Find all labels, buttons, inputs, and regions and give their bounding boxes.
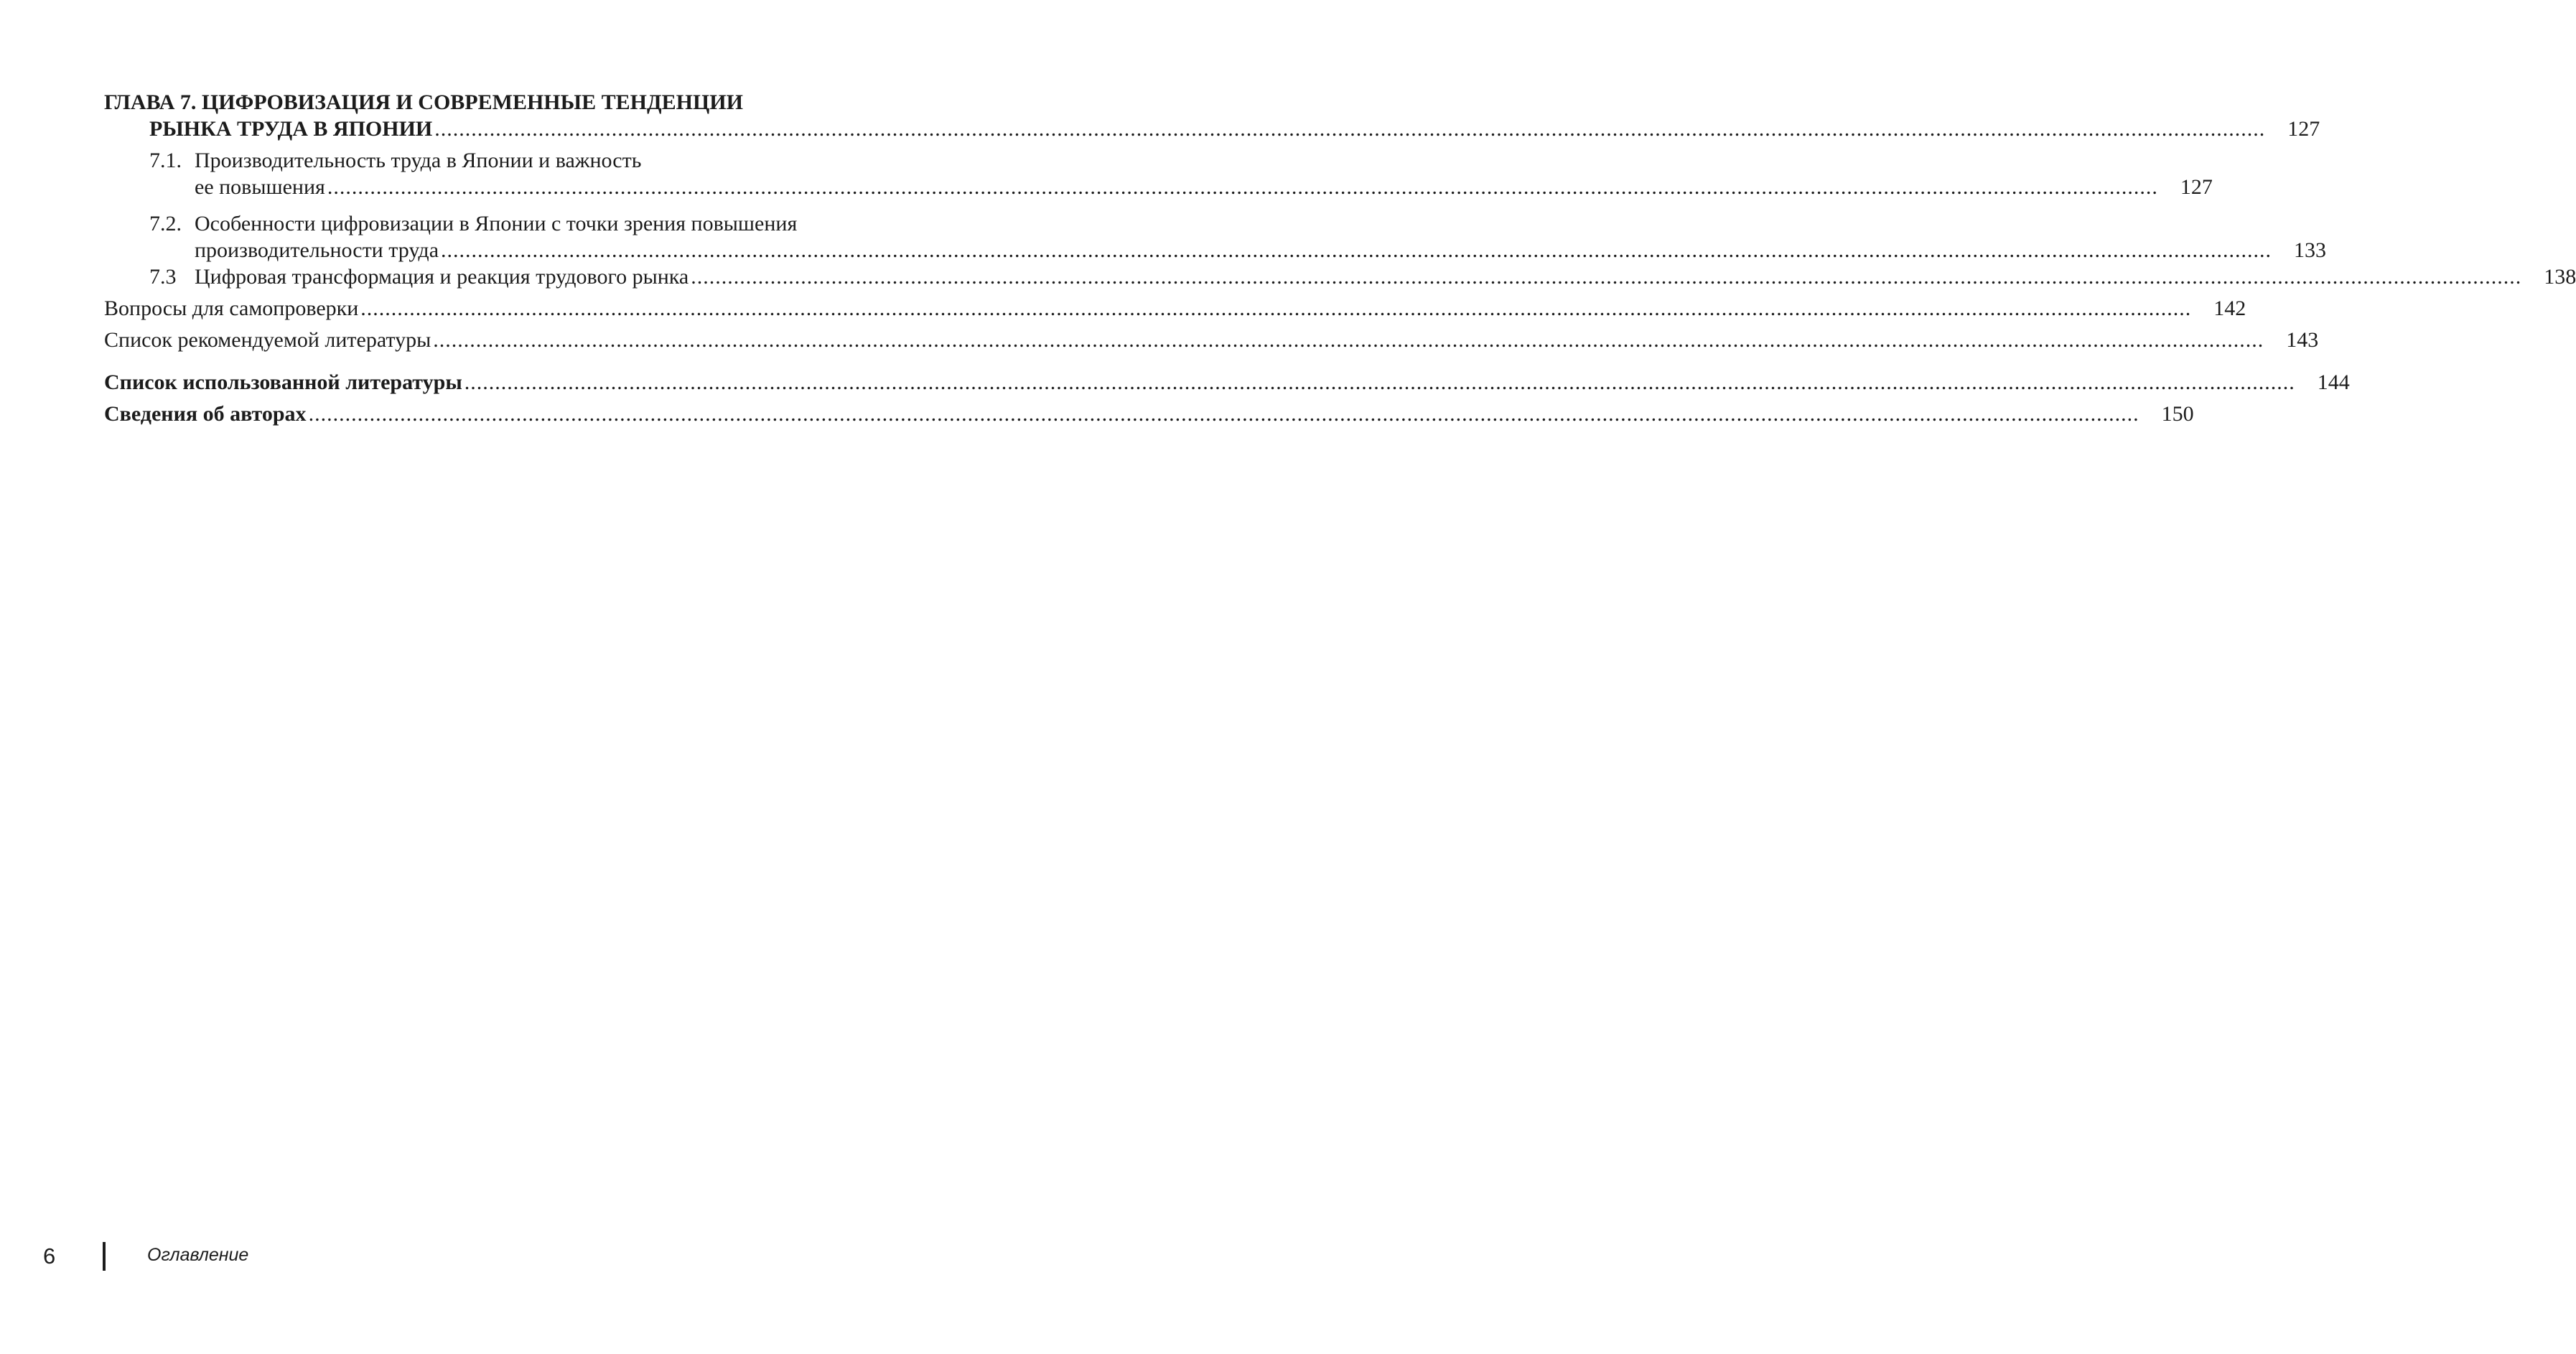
used-literature-label: Список использованной литературы — [104, 370, 462, 394]
authors-page: 150 — [2161, 402, 2194, 426]
section-7-1-number: 7.1. — [149, 149, 182, 172]
chapter-7-page: 127 — [2287, 117, 2320, 141]
section-7-1-title-1: Производительность труда в Японии и важность — [195, 149, 642, 172]
chapter-7-title-line2[interactable] — [104, 116, 2320, 142]
section-7-2-title-2: производительности труда — [195, 238, 439, 262]
footer-divider — [103, 1242, 106, 1271]
section-7-3-page: 138 — [2544, 265, 2576, 289]
running-title: Оглавление — [147, 1245, 249, 1265]
chapter-7-title-text-1: ГЛАВА 7. ЦИФРОВИЗАЦИЯ И СОВРЕМЕННЫЕ ТЕНДЕНЦИИ — [104, 90, 743, 114]
leader-dots: ............................................................................................................................................................................................................................................................................................................ — [327, 175, 2158, 199]
leader-dots: ............................................................................................................................................................................................................................................................................................................ — [691, 265, 2522, 289]
leader-dots: ............................................................................................................................................................................................................................................................................................................ — [308, 402, 2139, 426]
chapter-7-title-text-2: РЫНКА ТРУДА В ЯПОНИИ — [149, 117, 433, 141]
questions-page: 142 — [2213, 297, 2246, 320]
page-number: 6 — [43, 1243, 56, 1269]
questions-entry[interactable] — [104, 295, 2246, 322]
questions-label: Вопросы для самопроверки — [104, 297, 359, 320]
section-7-3-number: 7.3 — [104, 263, 195, 290]
section-7-1-line1[interactable] — [104, 147, 838, 174]
recommended-literature-page: 143 — [2286, 328, 2319, 352]
section-7-3-title: Цифровая трансформация и реакция трудового рынка — [195, 265, 689, 289]
leader-dots: ............................................................................................................................................................................................................................................................................................................ — [360, 297, 2192, 320]
section-7-1-page: 127 — [2180, 175, 2213, 199]
section-7-2-number: 7.2. — [149, 212, 182, 235]
leader-dots: ............................................................................................................................................................................................................................................................................................................ — [433, 328, 2264, 352]
leader-dots: ............................................................................................................................................................................................................................................................................................................ — [441, 238, 2272, 262]
used-literature-page: 144 — [2317, 370, 2350, 394]
page-footer — [0, 1242, 968, 1271]
used-literature-entry[interactable] — [104, 369, 2350, 396]
section-7-1-title-2: ее повышения — [195, 175, 325, 199]
recommended-literature-entry[interactable] — [104, 327, 2319, 353]
leader-dots: ............................................................................................................................................................................................................................................................................................................ — [464, 370, 2295, 394]
section-7-3-line[interactable] — [104, 263, 2576, 290]
section-7-2-page: 133 — [2294, 238, 2327, 262]
authors-label: Сведения об авторах — [104, 402, 307, 426]
table-of-contents — [104, 89, 2576, 427]
section-7-2-title-1: Особенности цифровизации в Японии с точки зрения повышения — [195, 212, 798, 235]
chapter-7-title-line1[interactable] — [104, 89, 838, 116]
section-7-2-line2[interactable] — [104, 237, 2327, 263]
recommended-literature-label: Список рекомендуемой литературы — [104, 328, 431, 352]
section-7-1-line2[interactable] — [104, 174, 2213, 200]
section-7-2-line1[interactable] — [104, 210, 838, 237]
authors-entry[interactable] — [104, 401, 2194, 427]
leader-dots: ............................................................................................................................................................................................................................................................................................................ — [434, 117, 2266, 141]
